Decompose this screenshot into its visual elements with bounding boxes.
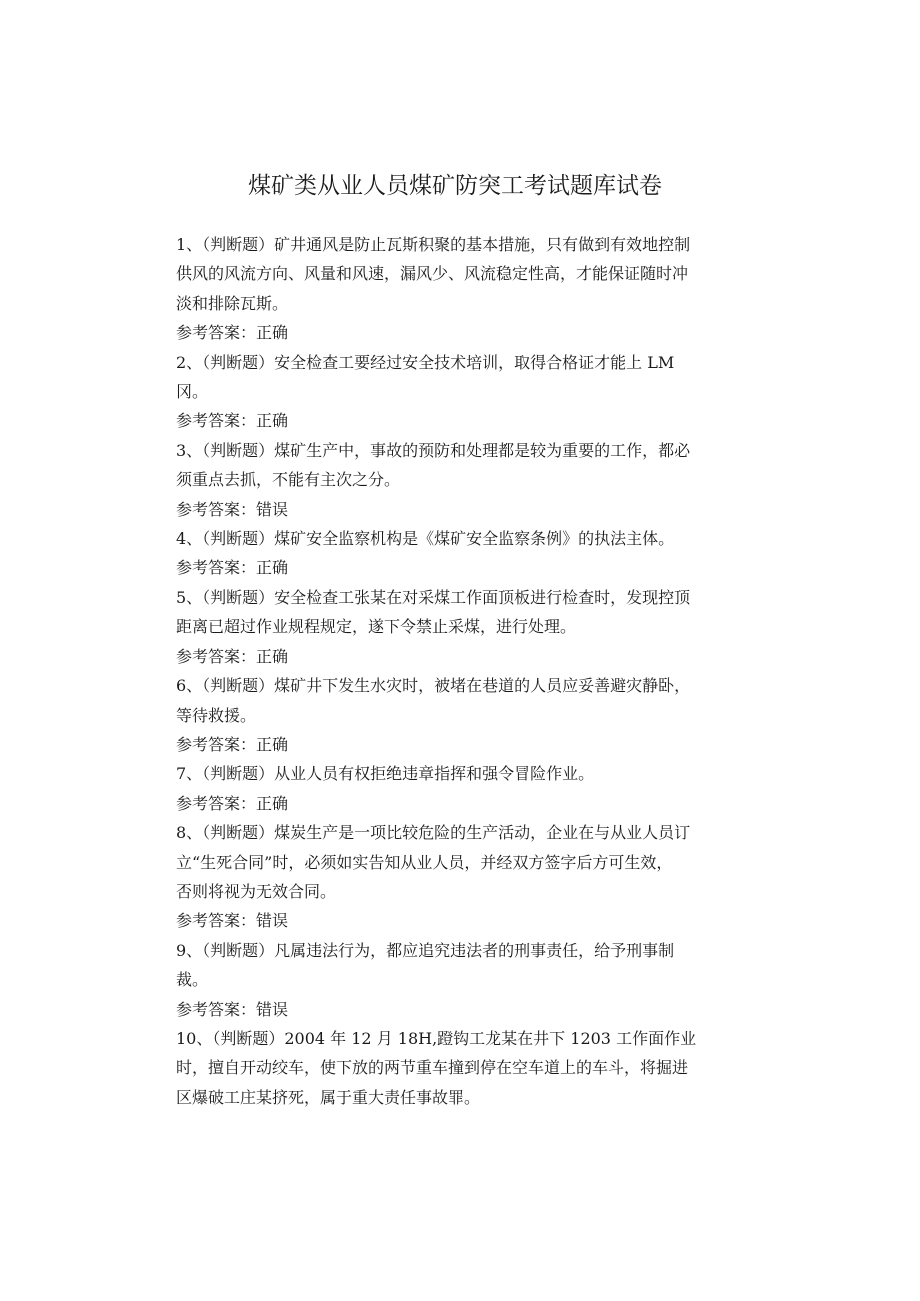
question-3: [176, 436, 736, 495]
question-10: [176, 1024, 736, 1112]
question-10-line-2: 时，擅自开动绞车，使下放的两节重车撞到停在空车道上的车斗，将掘进: [176, 1058, 689, 1078]
answer-8: 参考答案：错误: [176, 911, 289, 931]
answer-4: 参考答案：正确: [176, 558, 289, 578]
question-2-line-2: 冈。: [176, 382, 209, 402]
question-2: [176, 348, 736, 407]
question-5-line-2: 距离已超过作业规程规定，遂下令禁止采煤，进行处理。: [176, 617, 577, 637]
question-9-line-1: 9、（判断题）凡属违法行为，都应追究违法者的刑事责任，给予刑事制: [176, 940, 675, 960]
question-6: [176, 671, 736, 730]
question-7-line-1: 7、（判断题）从业人员有权拒绝违章指挥和强令冒险作业。: [176, 764, 595, 784]
answer-6: 参考答案：正确: [176, 734, 289, 754]
question-6-line-1: 6、（判断题）煤矿井下发生水灾时，被堵在巷道的人员应妥善避灾静卧，: [176, 676, 691, 696]
question-1-line-2: 供风的风流方向、风量和风速，漏风少、风流稳定性高，才能保证随时冲: [176, 264, 689, 284]
answer-2: 参考答案：正确: [176, 411, 289, 431]
answer-7: 参考答案：正确: [176, 793, 289, 813]
question-4-line-1: 4、（判断题）煤矿安全监察机构是《煤矿安全监察条例》的执法主体。: [176, 529, 675, 549]
question-list: [176, 230, 736, 1112]
answer-9: 参考答案：错误: [176, 999, 289, 1019]
question-9: [176, 936, 736, 995]
answer-1: 参考答案：正确: [176, 323, 289, 343]
question-6-line-2: 等待救援。: [176, 705, 257, 725]
question-8-line-2: 立“生死合同”时，必须如实告知从业人员，并经双方签字后方可生效，: [176, 852, 673, 872]
question-5-line-1: 5、（判断题）安全检查工张某在对采煤工作面顶板进行检查时，发现控顶: [176, 587, 691, 607]
answer-5: 参考答案：正确: [176, 646, 289, 666]
answer-3: 参考答案：错误: [176, 499, 289, 519]
question-8-line-1: 8、（判断题）煤炭生产是一项比较危险的生产活动，企业在与从业人员订: [176, 823, 691, 843]
question-2-line-1: 2、（判断题）安全检查工要经过安全技术培训，取得合格证才能上 LM: [176, 352, 675, 372]
question-4: [176, 524, 736, 553]
question-3-line-2: 须重点去抓，不能有主次之分。: [176, 470, 401, 490]
question-5: [176, 583, 736, 642]
question-9-line-2: 裁。: [176, 970, 209, 990]
question-1: [176, 230, 736, 318]
question-1-line-3: 淡和排除瓦斯。: [176, 293, 289, 313]
question-3-line-1: 3、（判断题）煤矿生产中，事故的预防和处理都是较为重要的工作，都必: [176, 440, 691, 460]
question-8: [176, 818, 736, 906]
question-10-line-3: 区爆破工庄某挤死，属于重大责任事故罪。: [176, 1087, 481, 1107]
question-7: [176, 759, 736, 788]
question-8-line-3: 否则将视为无效合同。: [176, 881, 337, 901]
question-10-line-1: 10、（判断题）2004 年 12 月 18H,蹬钩工龙某在井下 1203 工作面作业: [176, 1028, 697, 1048]
document-title: 煤矿类从业人员煤矿防突工考试题库试卷: [248, 173, 662, 199]
question-1-line-1: 1、（判断题）矿井通风是防止瓦斯积聚的基本措施，只有做到有效地控制: [176, 235, 691, 254]
